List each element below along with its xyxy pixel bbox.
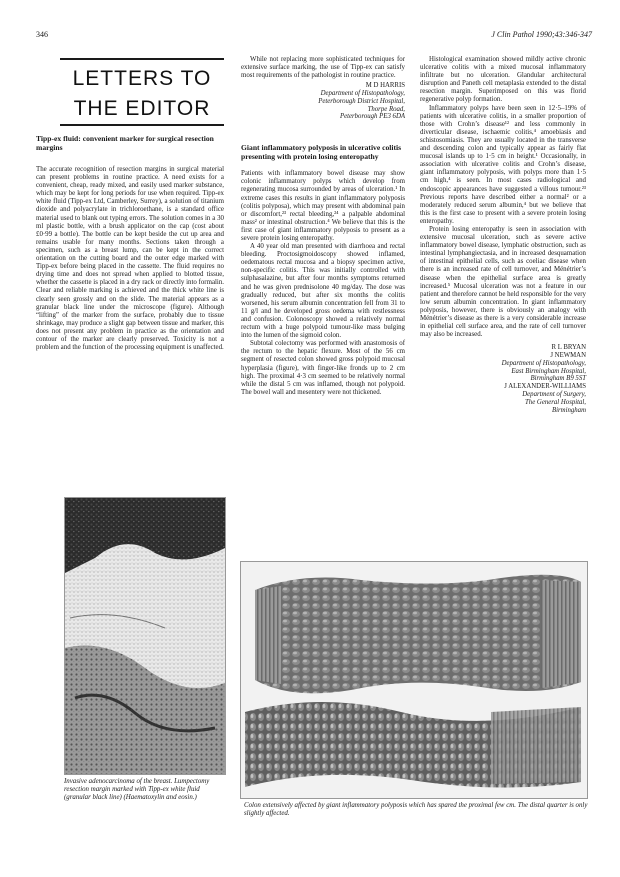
page-number: 346 bbox=[36, 30, 48, 39]
colon-caption: Colon extensively affected by giant inflammatory polyposis which has spared the proximal few cm. The distal quarter is only slightly affected. bbox=[244, 802, 588, 817]
letter2-para5: Inflammatory polyps have been seen in 12·5–19% of patients with ulcerative colitis, in a smaller proportion of those with Crohn’s disease¹² and less commonly in diverticular disease, ischaemic colitis,⁴ amoebiasis and schistosomiasis. They are usually located in the transverse and descending colon and typically appear as fairly flat mucosal islands up to 1·5 cm in height.¹ Occasionally, in association with ulcerative colitis and Crohn’s disease, giant inflammatory polyposis, with polyps more than 1·5 cm high,⁴ is seen. In most cases radiological and endoscopic appearances have suggested a villous tumour.²³ Previous reports have described either a normal² or a moderately reduced serum albumin,⁴ but we believe that this is the first case to present with a severe protein losing enteropathy. bbox=[420, 104, 586, 225]
letter1-affiliation-1: Department of Histopathology, bbox=[320, 90, 405, 98]
letter2-affiliation-2a: Department of Surgery, bbox=[522, 391, 586, 399]
letter2-affiliation-1a: Department of Histopathology, bbox=[501, 359, 586, 367]
letter2-affiliation-2c: Birmingham bbox=[552, 406, 586, 414]
letter2-affiliation-1c: Birmingham B9 5ST bbox=[530, 375, 586, 383]
middle-column bbox=[241, 56, 405, 397]
letter1-signature bbox=[241, 82, 405, 121]
letter2-para6: Protein losing enteropathy is seen in association with extensive mucosal ulceration, such as severe active inflammatory bowel disease, lymphatic obstruction, such as intestinal lymphangiectasia, and in increased desquamation of intestinal epithelial cells, such as coeliac disease when there is an increased rate of cell turnover, and Ménétrier’s disease when the epithelial surface area is greatly increased.⁵ Mucosal ulceration was not a feature in our patient and therefore cannot be held responsible for the very low serum albumin concentration. In giant inflammatory polyposis, however, there is obviously an analogy with Ménétrier’s disease as there is a very considerable increase in epithelial cell surface area, and the rate of cell turnover may also be increased. bbox=[420, 225, 586, 339]
histology-image bbox=[65, 498, 225, 774]
letter2-author-2: J NEWMAN bbox=[550, 352, 586, 360]
section-banner bbox=[60, 58, 224, 126]
letter2-para1: Patients with inflammatory bowel disease may show colonic inflammatory polyps which develop from regenerating mucosa surrounded by areas of ulceration.¹ In extreme cases this results in giant inflammatory polyposis (colitis polyposa), which may present with abdominal pain or discomfort,²³ rectal bleeding,²⁴ a palpable abdominal mass² or intestinal obstruction.⁴ We believe that this is the first case of giant inflammatory polyposis to present as a severe protein losing enteropathy. bbox=[241, 170, 405, 243]
letter1-affiliation-4: Peterborough PE3 6DA bbox=[339, 113, 405, 121]
letter2-affiliation-2b: The General Hospital, bbox=[525, 398, 586, 406]
colon-figure bbox=[240, 561, 588, 799]
banner-line-1: LETTERS TO bbox=[72, 67, 212, 90]
colon-image bbox=[241, 562, 587, 798]
letter2-para4: Histological examination showed mildly active chronic ulcerative colitis with a mixed mucosal inflammatory infiltrate but no ulceration. Glandular architectural disruption and Paneth cell metaplasia extended to the distal resection margin. Superimposed on this was florid regenerative polyp formation. bbox=[420, 56, 586, 104]
letter2-affiliation-1b: East Birmingham Hospital, bbox=[511, 367, 586, 375]
histology-figure bbox=[64, 497, 226, 775]
banner-line-2: THE EDITOR bbox=[73, 97, 211, 120]
letter1-author: M D HARRIS bbox=[365, 82, 405, 90]
letter2-signature bbox=[420, 344, 586, 414]
letter1-affiliation-2: Peterborough District Hospital, bbox=[318, 97, 405, 105]
histology-caption: Invasive adenocarcinoma of the breast. Lumpectomy resection margin marked with Tipp-ex white fluid (granular black line) (Haematoxylin and eosin.) bbox=[64, 778, 210, 801]
letter2-author-1: R L BRYAN bbox=[551, 344, 586, 352]
journal-citation: J Clin Pathol 1990;43:346-347 bbox=[491, 30, 592, 39]
letter1-title: Tipp-ex fluid: convenient marker for surgical resection margins bbox=[36, 134, 214, 152]
letter1-column bbox=[36, 134, 224, 352]
letter1-affiliation-3: Thorpe Road, bbox=[367, 105, 405, 113]
letter2-author-3: J ALEXANDER-WILLIAMS bbox=[504, 383, 586, 391]
letter1-continuation: While not replacing more sophisticated techniques for extensive surface marking, the use of Tipp-ex can satisfy most requirements of the pathologist in routine practice. bbox=[241, 56, 405, 80]
letter2-para2: A 40 year old man presented with diarrhoea and rectal bleeding. Proctosigmoidoscopy showed inflamed, oedematous rectal mucosa and a biopsy specimen active, non-specific colitis. This was initially controlled with sulphasalazine, but after four months symptoms returned and he was given prednisolone 40 mg/day. The dose was gradually reduced, but after six months the colitis worsened, his serum albumin concentration fell from 31 to 11 g/l and he developed gross oedema with restlessness and confusion. Colonoscopy showed a relatively normal rectum with a huge polypoid tumour-like mass bulging into the lumen of the sigmoid colon. bbox=[241, 243, 405, 340]
letter2-title: Giant inflammatory polyposis in ulcerative colitis presenting with protein losing enteropathy bbox=[241, 143, 402, 162]
right-column bbox=[420, 56, 586, 414]
letter1-body: The accurate recognition of resection margins in surgical material can present problems in routine practice. A need exists for a convenient, cheap, ready mixed, and easily used marker substance, which may be kept for long periods for use when required. Tipp-ex white fluid (Tipp-ex Ltd, Camberley, Surrey), a solution of titanium dioxide and polyacrylate in trichloroethane, is a standard office material used to blank out typing errors. The solution comes in a 30 ml plastic bottle, with a brush applicator on the cap (cost about £0·99 a bottle). The bottle can be kept beside the cut up area and remains usable for many months. Sections taken through a specimen, such as a breast lump, can be kept in the correct orientation on the cutting board and the outer edge marked with Tipp-ex before being placed in the cassette. The fluid requires no drying time and does not spread when applied to blotted tissue, whether the cassette is placed in a dry rack or directly into formalin. Clear and reliable marking is achieved and the thick white line is clearly seen grossly and on the slide. The material appears as a granular black line under the microscope (figure). Although “lifting” of the marker from the surface, probably due to tissue shrinkage, may produce a slight gap between tissue and marker, this does not present any problem in practice as the orientation and contour of the marker are clearly preserved. Toxicity is not a problem and the function of the processing equipment is unaffected. bbox=[36, 166, 224, 352]
letter2-para3: Subtotal colectomy was performed with anastomosis of the rectum to the hepatic flexure. Most of the 56 cm segment of resected colon showed gross polypoid mucosal hyperplasia (figure), with finger-like fronds up to 2 cm high. The proximal 4·3 cm seemed to be relatively normal while the distal 5 cm was inflamed, though not polypoid. The bowel wall and mesentery were not thickened. bbox=[241, 340, 405, 396]
